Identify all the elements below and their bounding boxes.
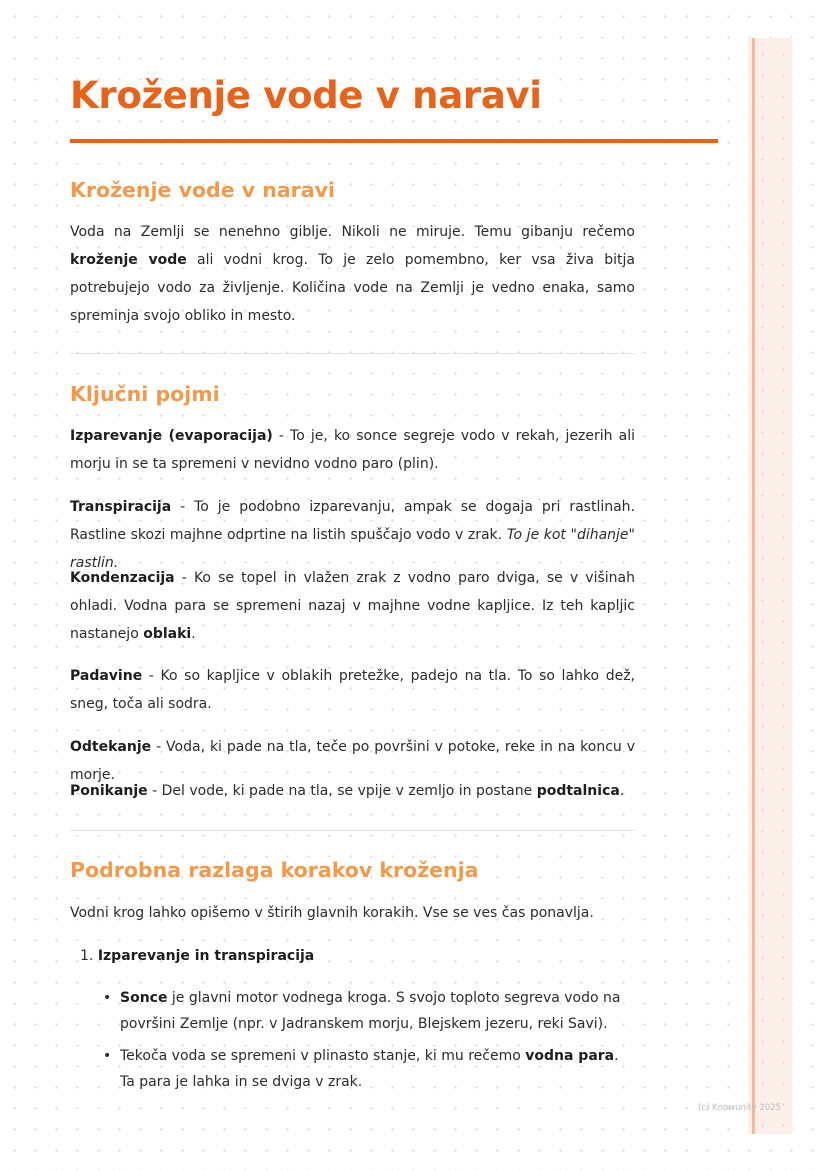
list-item: • Tekoča voda se spremeni v plinasto stanje, ki mu rečemo vodna para. Ta para je lahka in se dviga v zrak. [120,1043,635,1095]
term-infiltration: Ponikanje - Del vode, ki pade na tla, se vpije v zemljo in postane podtalnica. [70,783,625,799]
section-heading-key-terms: Ključni pojmi [70,382,220,406]
section-heading-steps: Podrobna razlaga korakov kroženja [70,858,479,882]
list-item: • Sonce je glavni motor vodnega kroga. S svojo toploto segreva vodo na površini Zemlje (npr. v Jadranskem morju, Blejskem jezeru, reki Savi). [120,985,635,1037]
term-precipitation: Padavine - Ko so kapljice v oblakih pretežke, padejo na tla. To so lahko dež, sneg, toča ali sodra. [70,668,635,712]
copyright-footer: (c) Knowunity 2025 [698,1103,781,1113]
term-transpiration: Transpiracija - To je podobno izparevanju, ampak se dogaja pri rastlinah. Rastline skozi majhne odprtine na listih spuščajo vodo v zrak. To je kot "dihanje" rastlin. [70,499,635,571]
steps-intro-paragraph: Vodni krog lahko opišemo v štirih glavnih korakih. Vse se ves čas ponavlja. [70,905,594,921]
section-divider [70,353,635,354]
page-title: Kroženje vode v naravi [70,74,542,117]
intro-paragraph: Voda na Zemlji se nenehno giblje. Nikoli ne miruje. Temu gibanju rečemo kroženje vode ali vodni krog. To je zelo pomembno, ker vsa živa bitja potrebujejo vodo za življenje. Količina vode na Zemlji je vedno enaka, samo spreminja svojo obliko in mesto. [70,224,636,324]
title-underline [70,139,718,143]
document-content [70,70,636,1090]
section-divider [70,830,635,831]
term-evaporation: Izparevanje (evaporacija) - To je, ko sonce segreje vodo v rekah, jezerih ali morju in se ta spremeni v nevidno vodno paro (plin). [70,428,635,472]
margin-line [752,38,755,1134]
term-condensation: Kondenzacija - Ko se topel in vlažen zrak z vodno paro dviga, se v višinah ohladi. Vodna para se spremeni nazaj v majhne vodne kapljice. Iz teh kapljic nastanejo oblaki. [70,570,635,642]
section-heading-intro: Kroženje vode v naravi [70,178,335,202]
step-1-title: 1. Izparevanje in transpiracija [80,948,315,964]
term-runoff: Odtekanje - Voda, ki pade na tla, teče po površini v potoke, reke in na koncu v morje. [70,739,635,783]
